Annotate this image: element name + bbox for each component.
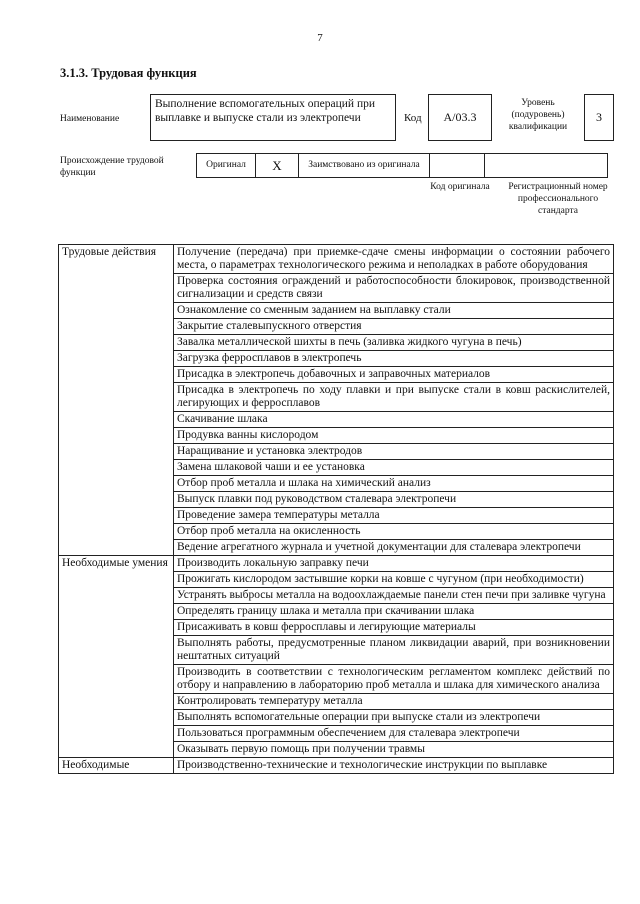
item-cell: Продувка ванны кислородом bbox=[174, 428, 614, 444]
item-cell: Ведение агрегатного журнала и учетной документации для сталевара электропечи bbox=[174, 540, 614, 556]
category-cell: Необходимые умения bbox=[59, 556, 174, 758]
item-cell: Загрузка ферросплавов в электропечь bbox=[174, 351, 614, 367]
item-cell: Присаживать в ковш ферросплавы и легирующие материалы bbox=[174, 620, 614, 636]
item-cell: Оказывать первую помощь при получении травмы bbox=[174, 742, 614, 758]
original-code-caption: Код оригинала bbox=[430, 182, 490, 192]
item-cell: Выпуск плавки под руководством сталевара электропечи bbox=[174, 492, 614, 508]
item-cell: Определять границу шлака и металла при скачивании шлака bbox=[174, 604, 614, 620]
table-row bbox=[59, 758, 614, 774]
origin-row bbox=[196, 153, 607, 178]
item-cell: Производственно-технические и технологические инструкции по выплавке bbox=[174, 758, 614, 774]
category-cell: Необходимые bbox=[59, 758, 174, 774]
original-mark: X bbox=[255, 153, 299, 178]
item-cell: Выполнять вспомогательные операции при выпуске стали из электропечи bbox=[174, 710, 614, 726]
item-cell: Отбор проб металла и шлака на химический анализ bbox=[174, 476, 614, 492]
item-cell: Выполнять работы, предусмотренные планом ликвидации аварий, при возникновении нештатных ситуаций bbox=[174, 636, 614, 665]
registration-number-caption: Регистрационный номер профессионального стандарта bbox=[508, 182, 608, 216]
page-number: 7 bbox=[317, 32, 323, 44]
item-cell: Отбор проб металла на окисленность bbox=[174, 524, 614, 540]
item-cell: Проверка состояния ограждений и работоспособности блокировок, производственной сигнализации и средств связи bbox=[174, 274, 614, 303]
registration-number-cell bbox=[484, 153, 608, 178]
qualification-level-label: Уровень (подуровень) квалификации bbox=[508, 98, 568, 132]
item-cell: Пользоваться программным обеспечением для сталевара электропечи bbox=[174, 726, 614, 742]
item-cell: Ознакомление со сменным заданием на выплавку стали bbox=[174, 303, 614, 319]
table-row bbox=[59, 245, 614, 274]
item-cell: Закрытие сталевыпускного отверстия bbox=[174, 319, 614, 335]
item-cell: Наращивание и установка электродов bbox=[174, 444, 614, 460]
item-cell: Контролировать температуру металла bbox=[174, 694, 614, 710]
table-row bbox=[59, 556, 614, 572]
function-name-value: Выполнение вспомогательных операций при выплавке и выпуске стали из электропечи bbox=[150, 94, 396, 141]
item-cell: Замена шлаковой чаши и ее установка bbox=[174, 460, 614, 476]
item-cell: Завалка металлической шихты в печь (заливка жидкого чугуна в печь) bbox=[174, 335, 614, 351]
category-cell: Трудовые действия bbox=[59, 245, 174, 556]
item-cell: Получение (передача) при приемке-сдаче смены информации о состоянии рабочего места, о параметрах технологического режима и неполадках в работе оборудования bbox=[174, 245, 614, 274]
original-code-cell bbox=[429, 153, 485, 178]
origin-label: Происхождение трудовой функции bbox=[60, 156, 164, 178]
item-cell: Присадка в электропечь по ходу плавки и при выпуске стали в ковш раскислителей, легирующих и ферросплавов bbox=[174, 383, 614, 412]
function-code-value: A/03.3 bbox=[428, 94, 492, 141]
original-label: Оригинал bbox=[196, 153, 256, 178]
item-cell: Производить в соответствии с технологическим регламентом комплекс действий по отбору и направлению в лабораторию проб металла и шлака для химического анализа bbox=[174, 665, 614, 694]
function-table bbox=[58, 244, 614, 774]
qualification-level-value: 3 bbox=[584, 94, 614, 141]
borrowed-label: Заимствовано из оригинала bbox=[298, 153, 430, 178]
item-cell: Устранять выбросы металла на водоохлаждаемые панели стен печи при заливке чугуна bbox=[174, 588, 614, 604]
code-label: Код bbox=[404, 112, 422, 124]
item-cell: Скачивание шлака bbox=[174, 412, 614, 428]
item-cell: Присадка в электропечь добавочных и заправочных материалов bbox=[174, 367, 614, 383]
section-title: 3.1.3. Трудовая функция bbox=[60, 66, 197, 80]
name-label: Наименование bbox=[60, 114, 120, 124]
item-cell: Прожигать кислородом застывшие корки на ковше с чугуном (при необходимости) bbox=[174, 572, 614, 588]
item-cell: Проведение замера температуры металла bbox=[174, 508, 614, 524]
item-cell: Производить локальную заправку печи bbox=[174, 556, 614, 572]
